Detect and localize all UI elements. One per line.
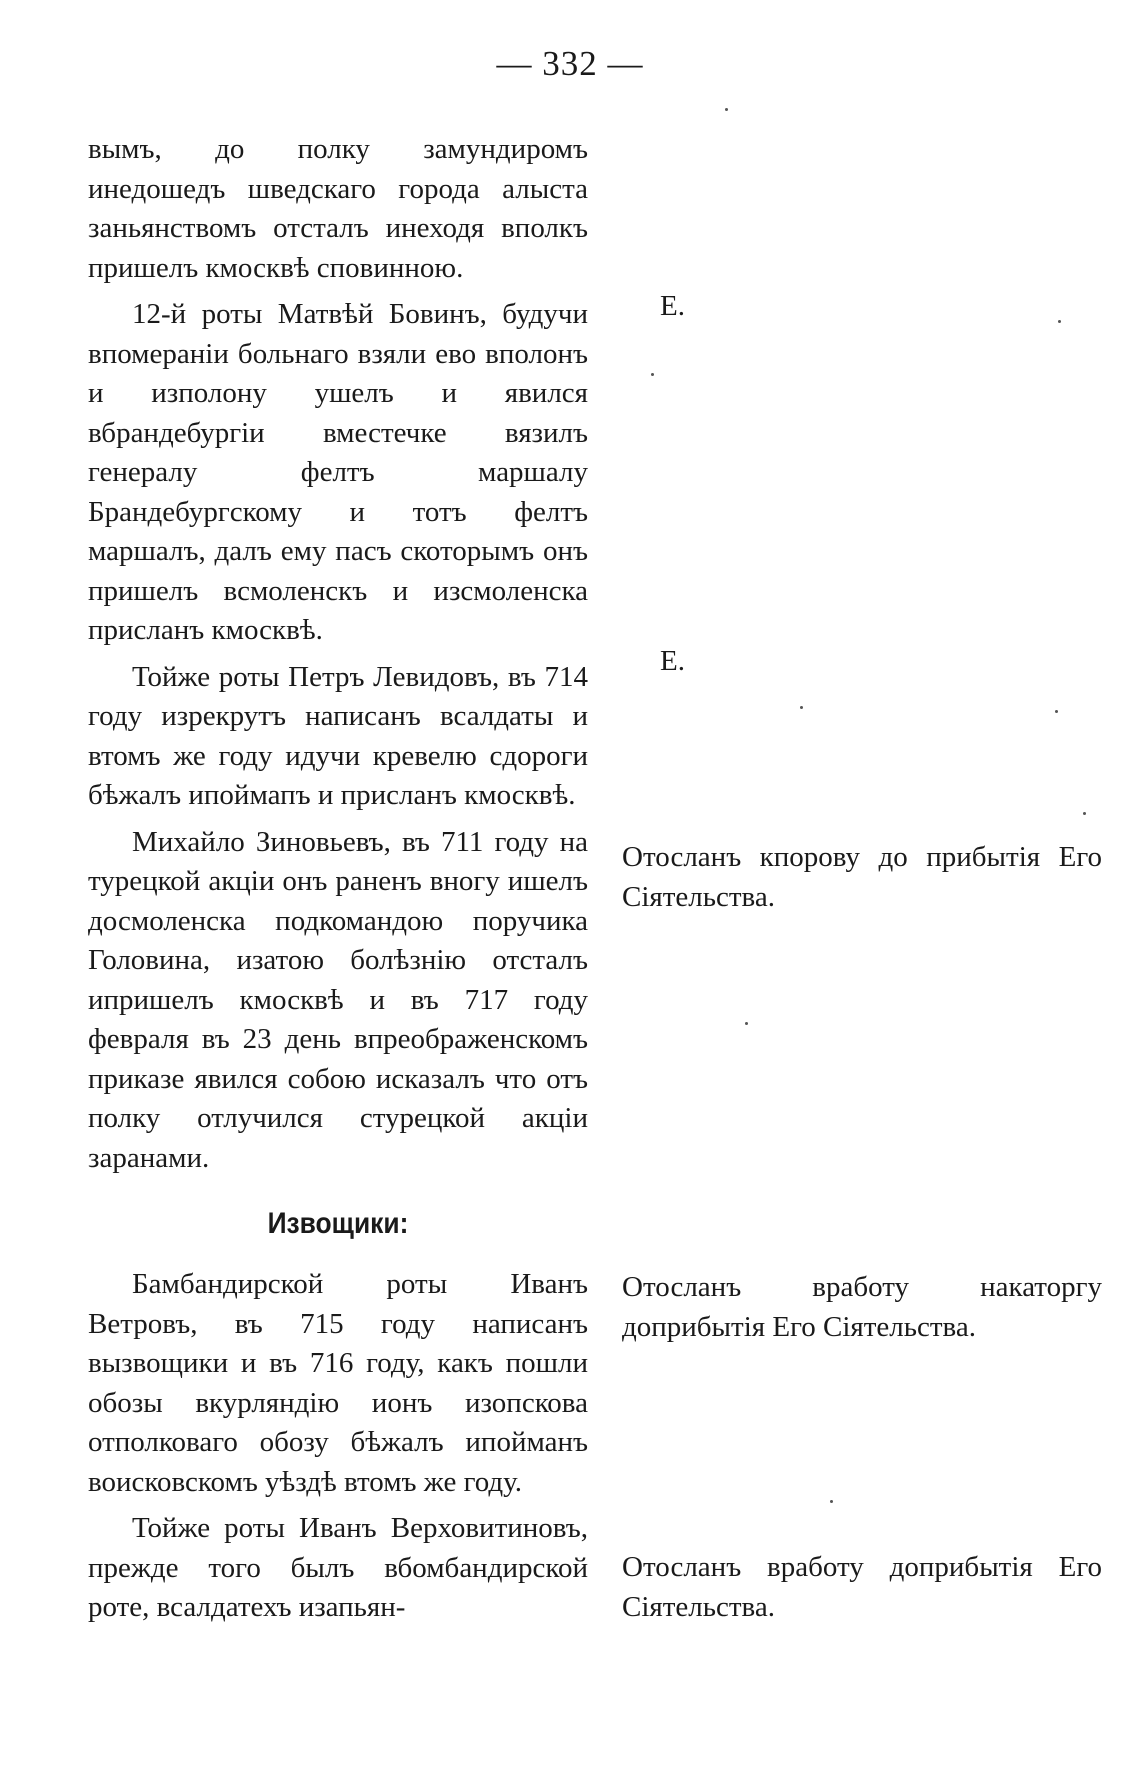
paragraph-zinovyev: Михайло Зиновьевъ, въ 711 году на турецкой акціи онъ раненъ вногу ишелъ досмоленска подкомандою поручика Головина, изатою болѣзнію отсталъ ипришелъ кмосквѣ и въ 717 году февраля въ 23 день впреображенскомъ приказе явился собою исказалъ что отъ полку отлучился стурецкой акціи заранами. [88, 825, 588, 1174]
print-speck [745, 1022, 748, 1025]
print-speck [725, 108, 728, 111]
section-text-column [88, 1265, 588, 1635]
paragraph-continuation: вымъ, до полку замундиромъ инедошедъ шведскаго города алыста заньянствомъ отсталъ инеходя вполкъ пришелъ кмосквѣ сповинною. [88, 133, 588, 284]
margin-mark-e-2: Е. [660, 645, 685, 677]
print-speck [1058, 320, 1061, 323]
main-text-column [88, 130, 588, 1185]
print-speck [651, 373, 654, 376]
page-number: — 332 — [496, 44, 644, 83]
paragraph-vetrov: Бамбандирской роты Иванъ Ветровъ, въ 715 году написанъ вызвощики и въ 716 году, какъ пошли обозы вкурляндію ионъ изопскова отполковаго обозу бѣжалъ ипойманъ воисковскомъ уѣздѣ втомъ же году. [88, 1268, 588, 1498]
paragraph-levidov: Тойже роты Петръ Левидовъ, въ 714 году изрекрутъ написанъ всалдаты и втомъ же году идучи кревелю сдороги бѣжалъ ипоймапъ и присланъ кмосквѣ. [88, 660, 588, 811]
margin-note-2: Отосланъ вработу накаторгу доприбытія Его Сіятельства. [622, 1271, 1102, 1343]
print-speck [830, 1500, 833, 1503]
print-speck [1083, 812, 1086, 815]
section-heading-izvoshchiki: Извощики: [267, 1207, 409, 1240]
print-speck [1055, 710, 1058, 713]
margin-note-3: Отосланъ вработу доприбытія Его Сіятельства. [622, 1551, 1102, 1623]
margin-mark-e-1: Е. [660, 290, 685, 322]
print-speck [800, 706, 803, 709]
paragraph-verkhovitinov: Тойже роты Иванъ Верховитиновъ, прежде того былъ вбомбандирской роте, всалдатехъ изапьян- [88, 1512, 588, 1623]
paragraph-bovin: 12-й роты Матвѣй Бовинъ, будучи впомераніи больнаго взяли ево вполонъ и изполону ушелъ и явился вбрандебургіи вместечке вязилъ генералу фелтъ маршалу Брандебургскому и тотъ фелтъ маршалъ, далъ ему пасъ скоторымъ онъ пришелъ всмоленскъ и изсмоленска присланъ кмосквѣ. [88, 298, 588, 646]
margin-note-1: Отосланъ кпорову до прибытія Его Сіятельства. [622, 841, 1102, 913]
